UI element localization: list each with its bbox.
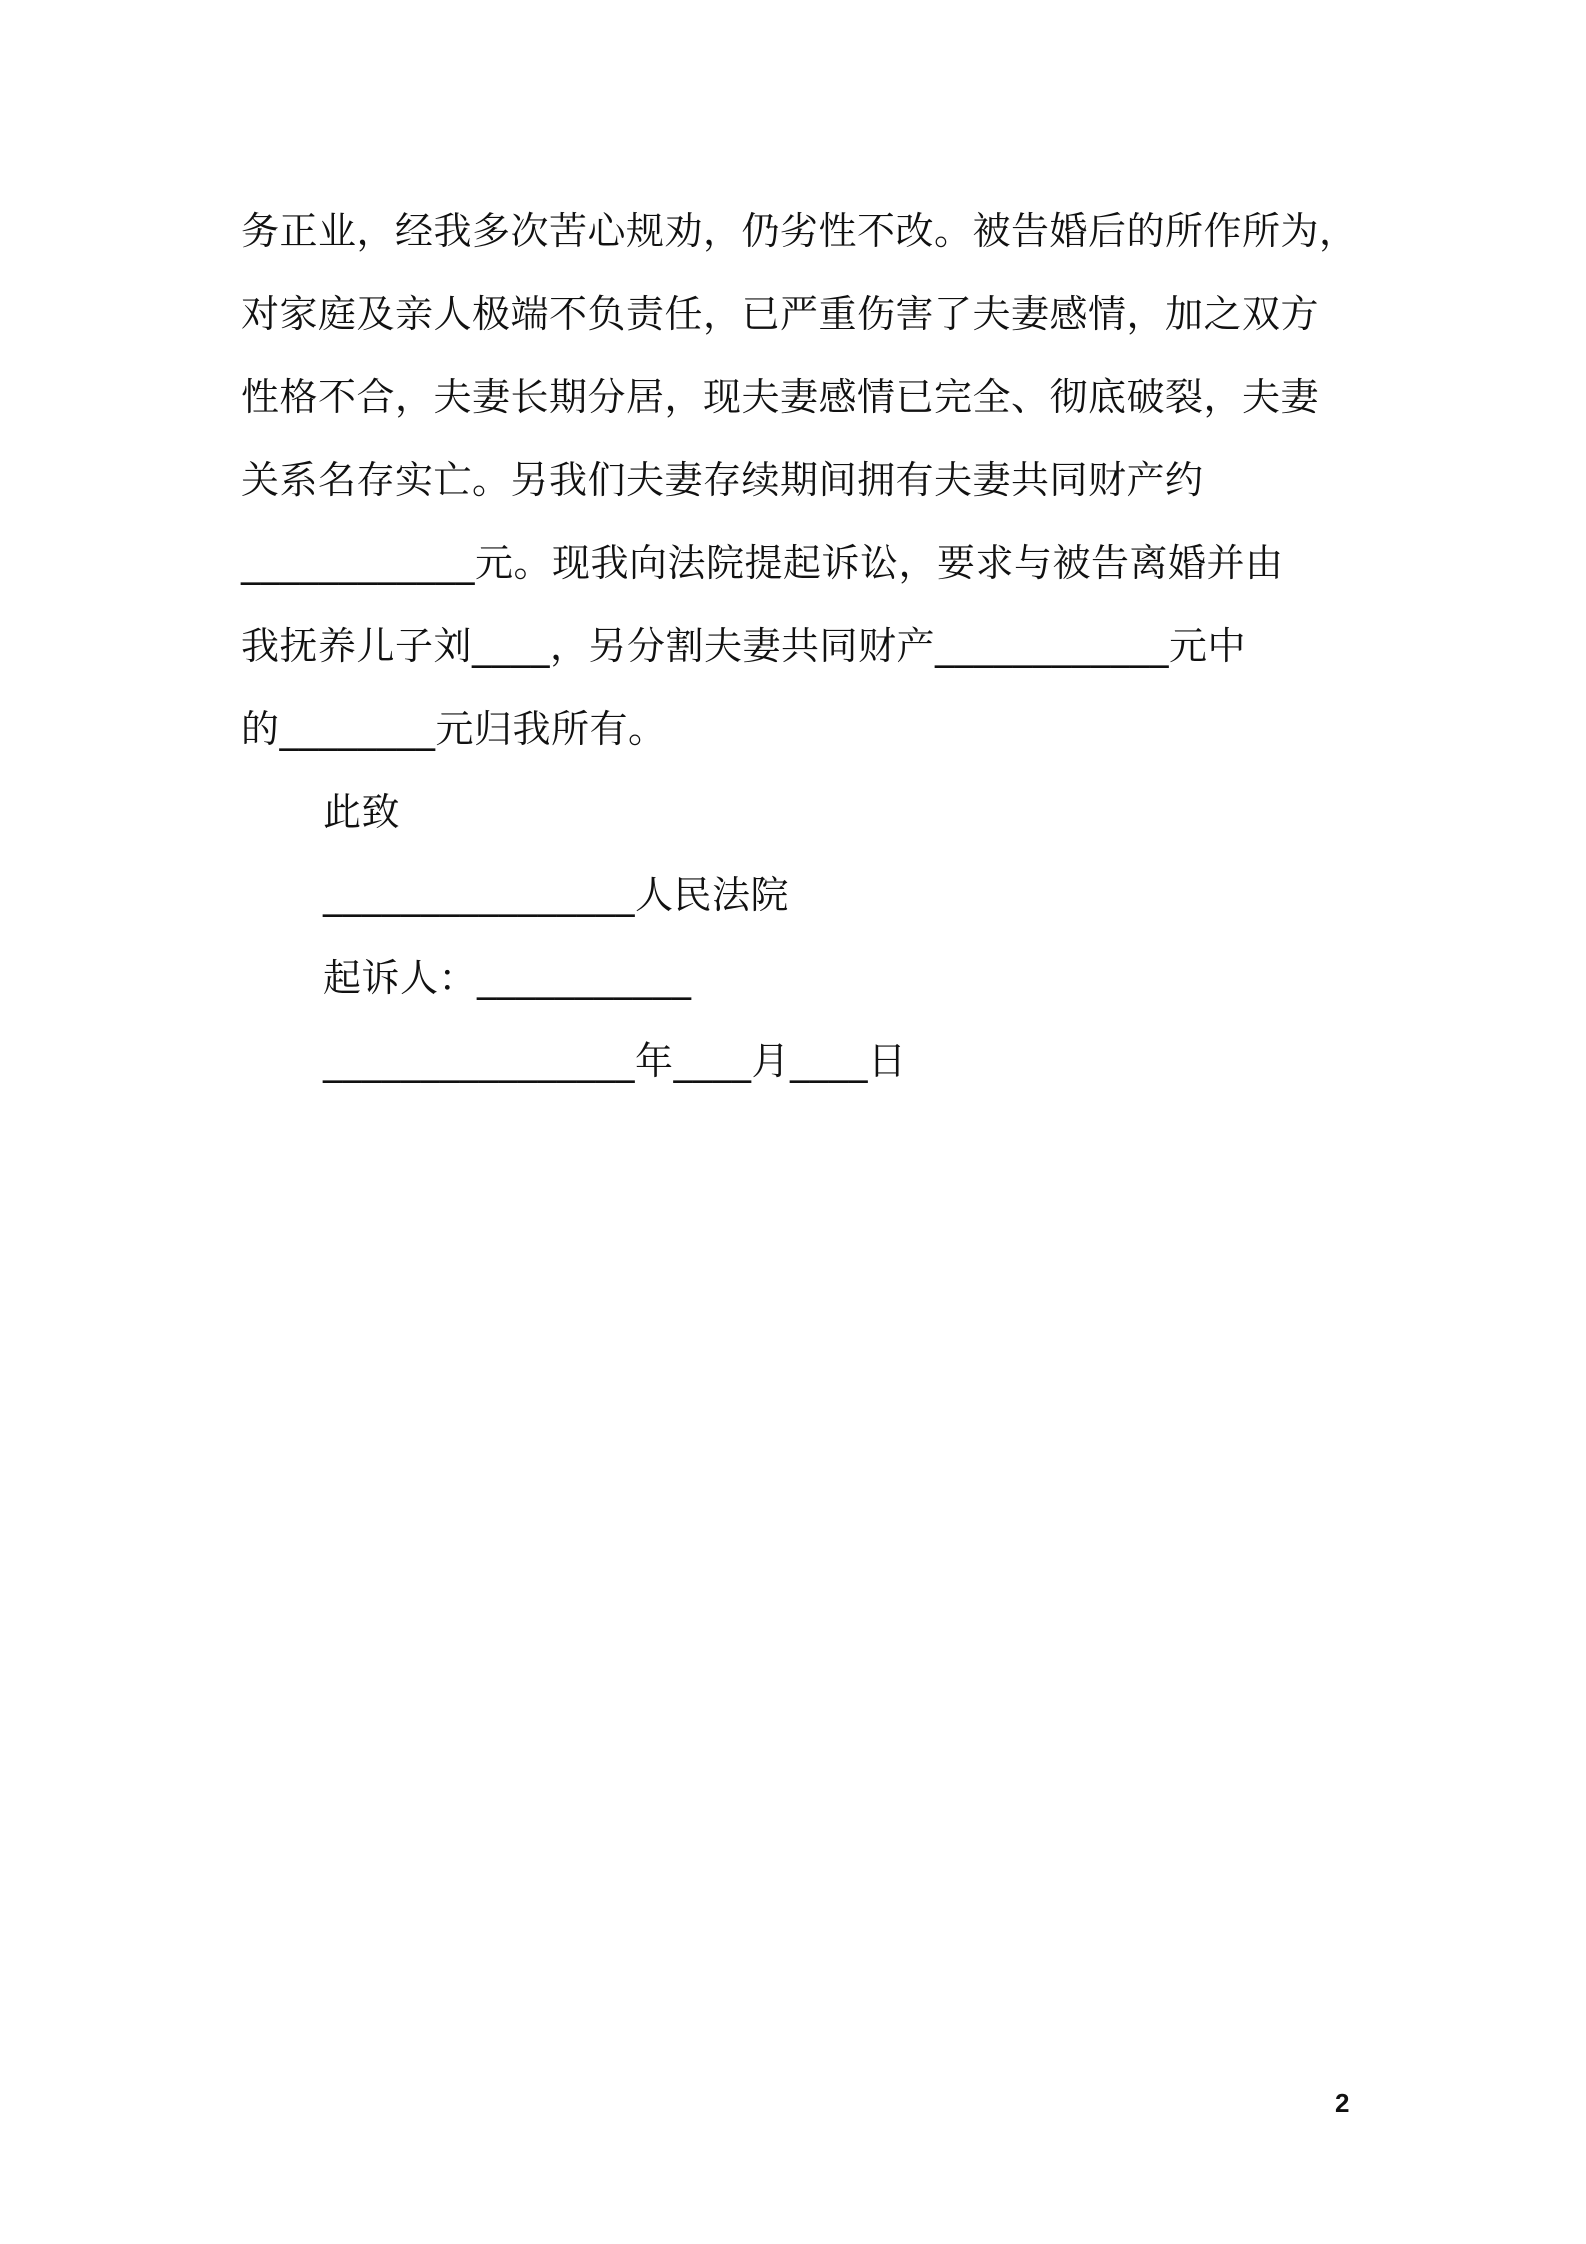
plaintiff-line: 起诉人：___________: [323, 956, 692, 1000]
court-line: ________________人民法院: [323, 873, 790, 917]
body-line-3: 性格不合，夫妻长期分居，现夫妻感情已完全、彻底破裂，夫妻: [241, 375, 1320, 419]
body-line-6: 我抚养儿子刘____，另分割夫妻共同财产____________元中: [241, 624, 1247, 668]
body-line-1: 务正业，经我多次苦心规劝，仍劣性不改。被告婚后的所作所为，: [241, 209, 1358, 253]
salutation: 此致: [323, 790, 401, 834]
body-line-4: 关系名存实亡。另我们夫妻存续期间拥有夫妻共同财产约: [241, 458, 1204, 502]
page-number: 2: [1335, 2088, 1350, 2118]
body-line-2: 对家庭及亲人极端不负责任，已严重伤害了夫妻感情，加之双方: [241, 292, 1320, 336]
body-line-7: 的________元归我所有。: [241, 707, 667, 751]
body-line-5: ____________元。现我向法院提起诉讼，要求与被告离婚并由: [241, 541, 1284, 585]
date-line: ________________年____月____日: [323, 1039, 907, 1083]
